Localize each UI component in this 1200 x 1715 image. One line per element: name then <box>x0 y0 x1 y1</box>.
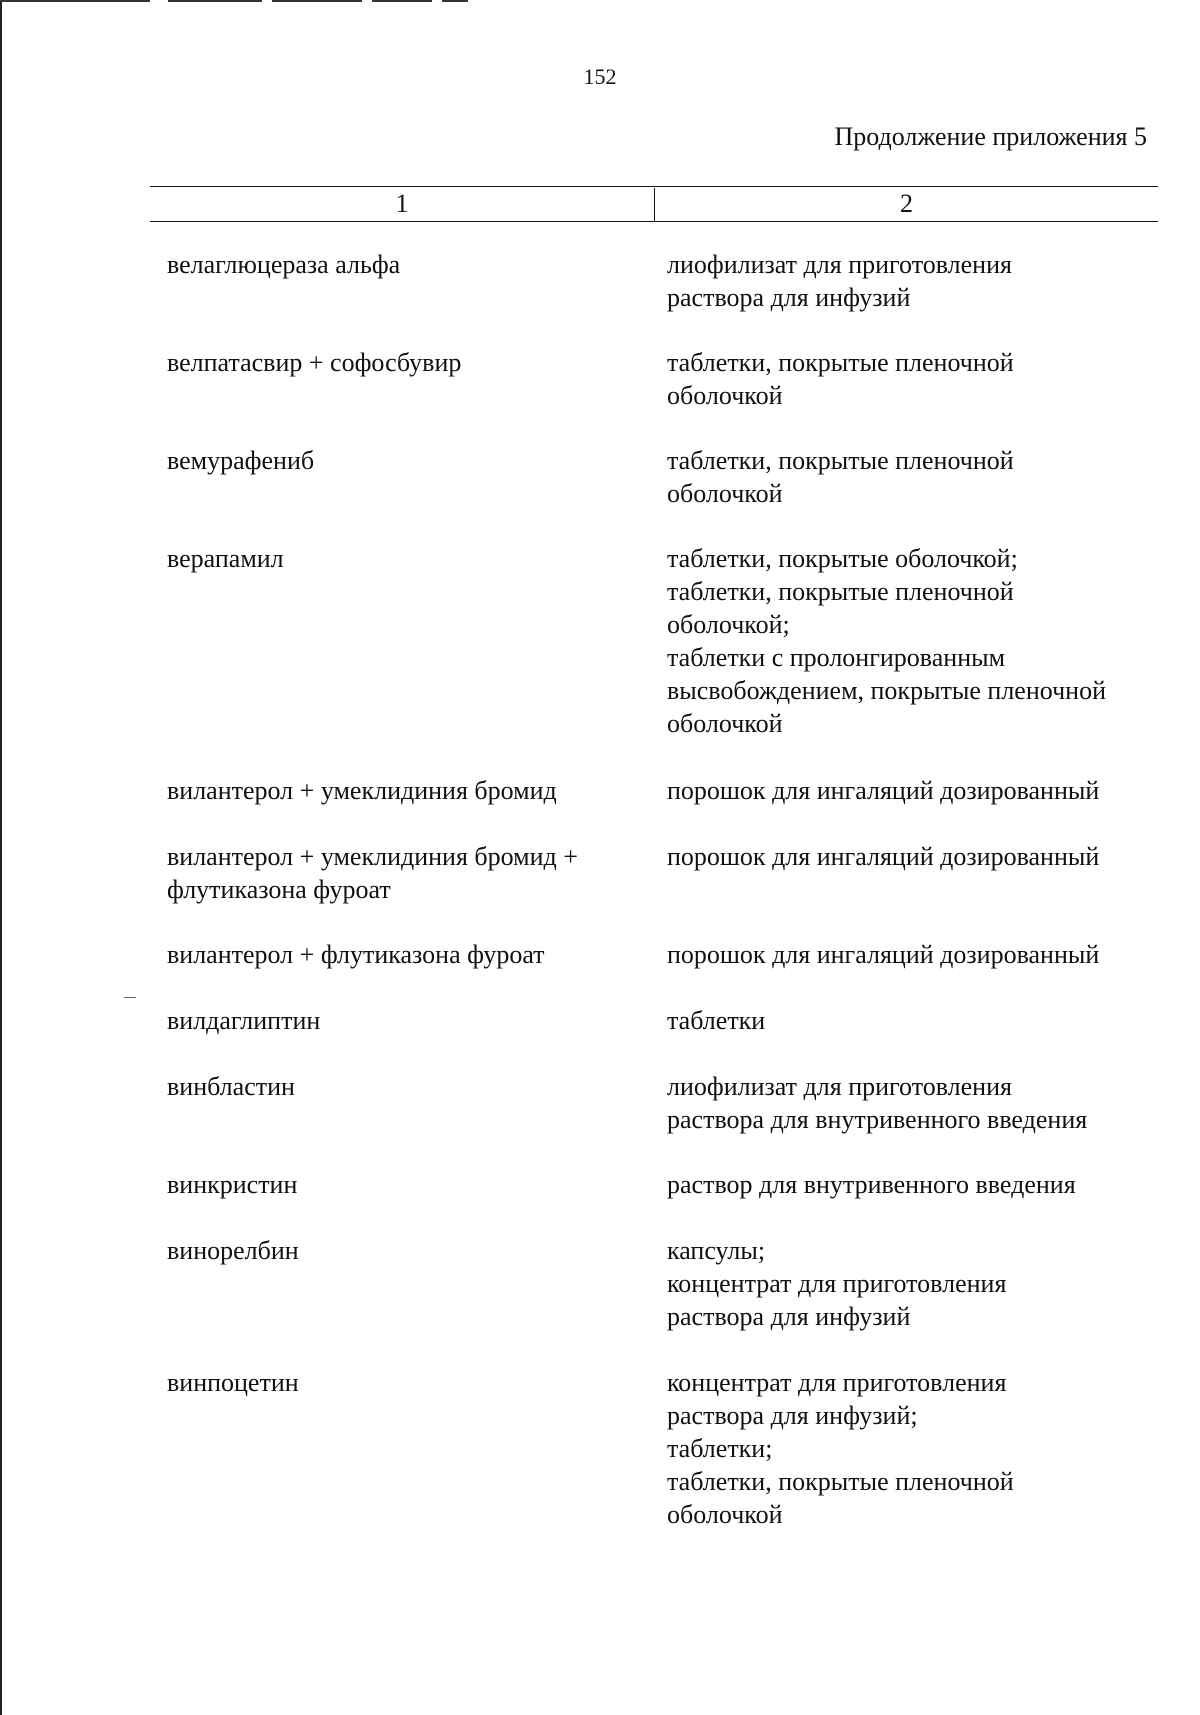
scan-top-mark <box>442 0 468 2</box>
dosage-form-line: капсулы; <box>667 1236 766 1265</box>
table-row <box>0 542 1200 738</box>
dosage-form <box>667 938 1167 971</box>
drug-name-line: винпоцетин <box>167 1368 299 1397</box>
table-row <box>0 346 1200 410</box>
dosage-form-line: оболочкой <box>667 381 783 410</box>
drug-name-line: вемурафениб <box>167 446 315 475</box>
dosage-form-line: таблетки с пролонгированным <box>667 643 1006 672</box>
dosage-form-line: оболочкой; <box>667 610 790 639</box>
dosage-form-line: порошок для ингаляций дозированный <box>667 776 1100 805</box>
dosage-form <box>667 1168 1167 1201</box>
drug-name <box>0 1366 687 1399</box>
drug-name-line: флутиказона фуроат <box>167 875 391 904</box>
table-row <box>0 444 1200 508</box>
drug-name-line: велаглюцераза альфа <box>167 250 401 279</box>
drug-name <box>0 346 687 379</box>
dosage-form-line: концентрат для приготовления <box>667 1368 1007 1397</box>
drug-name <box>0 840 687 906</box>
dosage-form-line: раствора для внутривенного введения <box>667 1105 1088 1134</box>
dosage-form-line: оболочкой <box>667 479 783 508</box>
dosage-form-line: таблетки <box>667 1006 766 1035</box>
drug-name-line: верапамил <box>167 544 284 573</box>
table-row <box>0 1168 1200 1201</box>
dosage-form-line: таблетки, покрытые оболочкой; <box>667 544 1018 573</box>
table-row <box>0 840 1200 906</box>
dosage-form <box>667 1004 1167 1037</box>
margin-tick <box>124 997 136 998</box>
table-row <box>0 1366 1200 1529</box>
dosage-form <box>667 444 1167 510</box>
drug-name-line: винкристин <box>167 1170 298 1199</box>
dosage-form-line: таблетки; <box>667 1434 773 1463</box>
drug-name <box>0 1168 687 1201</box>
table-row <box>0 1070 1200 1134</box>
drug-name <box>0 938 687 971</box>
drug-name <box>0 542 687 575</box>
dosage-form <box>667 248 1167 314</box>
scan-top-mark <box>372 0 432 2</box>
dosage-form <box>667 1366 1167 1531</box>
drug-name-line: винбластин <box>167 1072 295 1101</box>
dosage-form-line: раствора для инфузий <box>667 1302 911 1331</box>
drug-name-line: вилантерол + умеклидиния бромид <box>167 776 557 805</box>
table-header-rule <box>150 221 1158 222</box>
dosage-form-line: раствора для инфузий; <box>667 1401 918 1430</box>
drug-name <box>0 444 687 477</box>
column-header-2: 2 <box>900 189 913 218</box>
scan-top-mark <box>168 0 262 2</box>
dosage-form-line: порошок для ингаляций дозированный <box>667 842 1100 871</box>
drug-name-line: велпатасвир + софосбувир <box>167 348 462 377</box>
scan-top-mark <box>272 0 362 2</box>
dosage-form <box>667 542 1167 740</box>
dosage-form-line: таблетки, покрытые пленочной <box>667 348 1014 377</box>
dosage-form-line: концентрат для приготовления <box>667 1269 1007 1298</box>
dosage-form-line: таблетки, покрытые пленочной <box>667 577 1014 606</box>
drug-name <box>0 1234 687 1267</box>
dosage-form-line: высвобождением, покрытые пленочной <box>667 676 1106 705</box>
dosage-form <box>667 840 1167 873</box>
table-row <box>0 938 1200 971</box>
dosage-form <box>667 1234 1167 1333</box>
dosage-form <box>667 1070 1167 1136</box>
dosage-form-line: оболочкой <box>667 709 783 738</box>
dosage-form-line: таблетки, покрытые пленочной <box>667 446 1014 475</box>
drug-name <box>0 1070 687 1103</box>
scan-top-mark <box>0 0 150 2</box>
dosage-form-line: раствор для внутривенного введения <box>667 1170 1076 1199</box>
table-top-rule <box>150 186 1158 187</box>
table-row <box>0 248 1200 312</box>
appendix-label: Продолжение приложения 5 <box>834 122 1147 151</box>
drug-name-line: винорелбин <box>167 1236 299 1265</box>
column-header-1: 1 <box>395 189 409 218</box>
drug-name <box>0 248 687 281</box>
dosage-form-line: оболочкой <box>667 1500 783 1529</box>
dosage-form-line: лиофилизат для приготовления <box>667 250 1012 279</box>
table-row <box>0 774 1200 807</box>
table-row <box>0 1004 1200 1037</box>
dosage-form-line: раствора для инфузий <box>667 283 911 312</box>
page-number: 152 <box>583 64 617 89</box>
dosage-form <box>667 774 1167 807</box>
drug-name <box>0 1004 687 1037</box>
table-row <box>0 1234 1200 1331</box>
drug-name-line: вилантерол + умеклидиния бромид + <box>167 842 578 871</box>
dosage-form-line: лиофилизат для приготовления <box>667 1072 1012 1101</box>
dosage-form <box>667 346 1167 412</box>
dosage-form-line: таблетки, покрытые пленочной <box>667 1467 1014 1496</box>
drug-name-line: вилантерол + флутиказона фуроат <box>167 940 545 969</box>
dosage-form-line: порошок для ингаляций дозированный <box>667 940 1100 969</box>
drug-name-line: вилдаглиптин <box>167 1006 321 1035</box>
drug-name <box>0 774 687 807</box>
